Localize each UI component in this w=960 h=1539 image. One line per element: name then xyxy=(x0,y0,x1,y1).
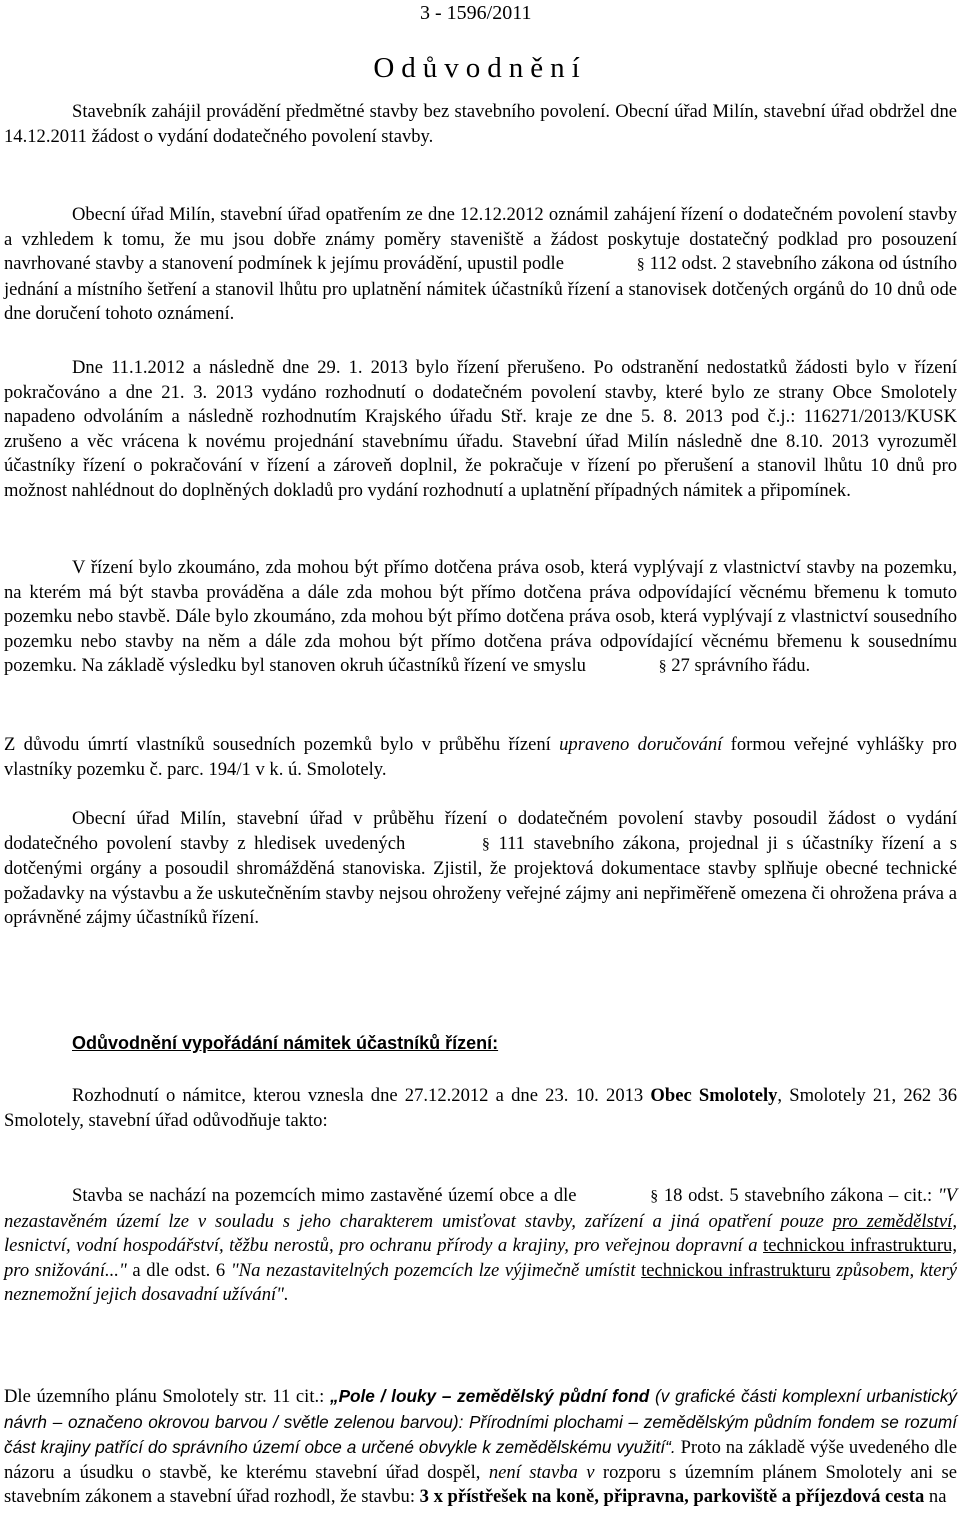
section-heading: Odůvodnění vypořádání námitek účastníků řízení: xyxy=(72,1033,499,1053)
page-title: Odůvodnění xyxy=(373,52,587,84)
paragraph-8: Stavba se nachází na pozemcích mimo zastavěné území obce a dle § 18 odst. 5 stavebního zákona – cit.: "V nezastavěném území lze v souladu s jeho charakterem umisťovat stavby, zařízení a jiná opatření pouze pro zemědělství, lesnictví, vodní hospodářství, těžbu nerostů, pro ochranu přírody a krajiny, pro veřejnou dopravní a technickou infrastrukturu, pro snižování..." a dle odst. 6 "Na nezastavitelných pozemcích lze výjimečně umístit technickou infrastrukturu způsobem, který neznemožní jejich dosavadní užívání". xyxy=(4,1185,958,1305)
paragraph-5: Z důvodu úmrtí vlastníků sousedních pozemků bylo v průběhu řízení upraveno doručování formou veřejné vyhlášky pro vlastníky pozemku č. parc. 194/1 v k. ú. Smolotely. xyxy=(4,734,957,780)
paragraph-2: Obecní úřad Milín, stavební úřad opatřením ze dne 12.12.2012 oznámil zahájení řízení o dodatečném povolení stavby a vzhledem k tomu, že mu jsou dobře známy poměry staveniště a žádost poskytuje dostatečný podklad pro posouzení navrhované stavby a stanovení podmínek k jejímu provádění, upustil podle § 112 odst. 2 stavebního zákona od ústního jednání a místního šetření a stanovil lhůtu pro uplatnění námitek účastníků řízení a stanovisek dotčených orgánů do 10 dnů ode dne doručení tohoto oznámení. xyxy=(4,204,957,324)
section-sign: § xyxy=(636,256,645,273)
reference-number: 3 - 1596/2011 xyxy=(420,2,532,24)
section-sign: § xyxy=(481,835,490,853)
paragraph-4: V řízení bylo zkoumáno, zda mohou být přímo dotčena práva osob, která vyplývají z vlastnictví stavby na pozemku, na kterém má být stavba prováděna a dále zda mohou být přímo dotčena práva odpovídající věcnému břemenu k tomuto pozemku nebo stavbě. Dále bylo zkoumáno, zda mohou být přímo dotčena práva osob, která vyplývají z vlastnictví sousedního pozemku nebo stavby na něm a dále zda mohou být přímo dotčena práva odpovídající věcnému břemenu k sousednímu pozemku. Na základě výsledku byl stanoven okruh účastníků řízení ve smyslu § 27 správního řádu. xyxy=(4,556,957,680)
paragraph-3: Dne 11.1.2012 a následně dne 29. 1. 2013 bylo řízení přerušeno. Po odstranění nedostatků žádosti bylo v řízení pokračováno a dne 21. 3. 2013 vydáno rozhodnutí o dodatečném povolení stavby, které bylo ze strany Obce Smolotely napadeno odvoláním a následně rozhodnutím Krajského úřadu Stř. kraje ze dne 5. 8. 2013 pod č.j.: 116271/2013/KUSK zrušeno a věc vrácena k novému projednání stavebnímu úřadu. Stavební úřad Milín následně dne 8.10. 2013 vyrozuměl účastníky řízení o pokračování v řízení a zároveň doplnil, že pokračuje v řízení po přerušení a stanovil lhůtu 10 dnů pro možnost nahlédnout do doplněných dokladů pro vydání rozhodnutí a uplatnění případných námitek a připomínek. xyxy=(4,357,957,501)
paragraph-9: Dle územního plánu Smolotely str. 11 cit.: „Pole / louky – zemědělský půdní fond (v grafické části komplexní urbanistický návrh – označeno okrovou barvou / světle zelenou barvou): Přírodními plochami – zemědělským půdním fondem se rozumí část krajiny patřící do správního území obce a určené obvykle k zemědělskému využití“. Proto na základě výše uvedeného dle názoru a úsudku o stavbě, ke kterému stavební úřad dospěl, není stavba v rozporu s územním plánem Smolotely ani se stavebním zákonem a stavební úřad rozhodl, že stavbu: 3 x přístřešek na koně, připravna, parkoviště a příjezdová cesta na xyxy=(4,1386,958,1507)
paragraph-6: Obecní úřad Milín, stavební úřad v průběhu řízení o dodatečném povolení stavby posoudil žádost o vydání dodatečného povolení stavby z hledisek uvedených § 111 stavebního zákona, projednal ji s účastníky řízení a s dotčenými orgány a posoudil shromážděná stanoviska. Zjistil, že projektová dokumentace stavby splňuje obecné technické požadavky na výstavbu a že uskutečněním stavby nejsou ohroženy veřejné zájmy ani nepřiměřeně omezena či ohrožena práva a oprávněné zájmy účastníků řízení. xyxy=(4,808,957,928)
paragraph-1: Stavebník zahájil provádění předmětné stavby bez stavebního povolení. Obecní úřad Milín, stavební úřad obdržel dne 14.12.2011 žádost o vydání dodatečného povolení stavby. xyxy=(4,101,957,147)
paragraph-7: Rozhodnutí o námitce, kterou vznesla dne 27.12.2012 a dne 23. 10. 2013 Obec Smolotely, Smolotely 21, 262 36 Smolotely, stavební úřad odůvodňuje takto: xyxy=(4,1085,957,1131)
section-sign: § xyxy=(658,658,667,675)
section-sign: § xyxy=(650,1188,659,1205)
